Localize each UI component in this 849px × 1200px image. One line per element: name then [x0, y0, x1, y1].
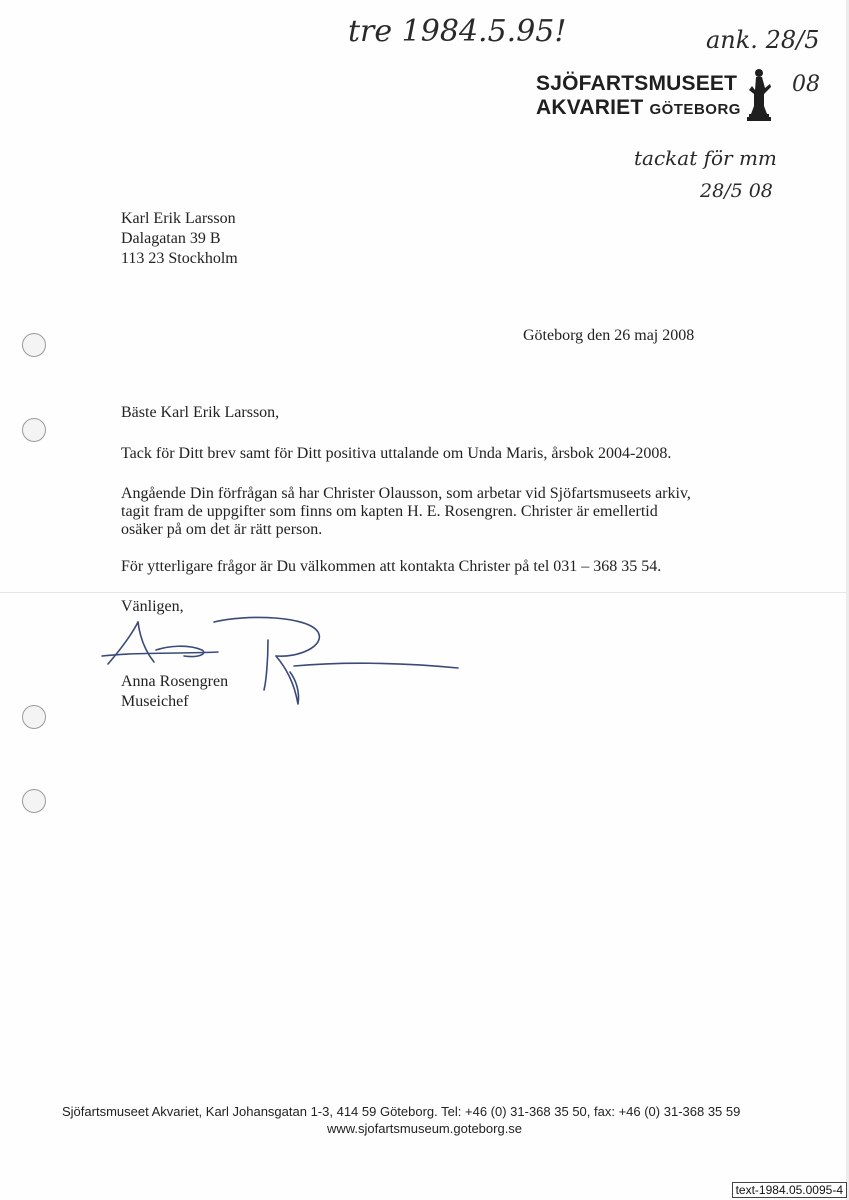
paragraph-1: Tack för Ditt brev samt för Ditt positiva uttalande om Unda Maris, årsbok 2004-2008.: [121, 445, 672, 462]
paragraph-2-line-3: osäker på om det är rätt person.: [121, 521, 323, 538]
signer-name: Anna Rosengren: [121, 673, 229, 690]
signer-title: Museichef: [121, 693, 189, 710]
handwritten-received-year: 08: [792, 72, 820, 97]
recipient-name: Karl Erik Larsson: [121, 210, 236, 227]
letterhead-line-2: [536, 96, 741, 120]
letterhead-akvariet: AKVARIET: [536, 96, 644, 119]
closing: Vänligen,: [121, 598, 184, 615]
punch-hole: [22, 333, 46, 357]
letterhead-line-1: SJÖFARTSMUSEET: [536, 72, 738, 95]
figurehead-statue-icon: [746, 66, 772, 122]
paragraph-2-line-2: tagit fram de uppgifter som finns om kapten H. E. Rosengren. Christer är emellertid: [121, 503, 658, 520]
recipient-street: Dalagatan 39 B: [121, 230, 221, 247]
handwritten-thanks-date: 28/5 08: [700, 180, 773, 202]
greeting: Bäste Karl Erik Larsson,: [121, 404, 280, 421]
recipient-postal: 113 23 Stockholm: [121, 250, 238, 267]
fold-line: [0, 592, 849, 593]
footer-website: www.sjofartsmuseum.goteborg.se: [326, 1121, 523, 1136]
date-line: Göteborg den 26 maj 2008: [523, 327, 695, 344]
archive-reference-label: text-1984.05.0095-4: [732, 1182, 847, 1198]
handwritten-accession-note: tre 1984.5.95!: [348, 14, 567, 49]
paragraph-3: För ytterligare frågor är Du välkommen att kontakta Christer på tel 031 – 368 35 54.: [121, 558, 662, 575]
handwritten-thanks-note: tackat för mm: [634, 146, 777, 170]
punch-hole: [22, 418, 46, 442]
handwritten-received-note: ank. 28/5: [706, 26, 820, 54]
punch-hole: [22, 789, 46, 813]
footer-address: Sjöfartsmuseet Akvariet, Karl Johansgatan 1-3, 414 59 Göteborg. Tel: +46 (0) 31-368 35 50, fax: +46 (0) 31-368 35 59: [62, 1104, 741, 1119]
punch-hole: [22, 705, 46, 729]
paragraph-2-line-1: Angående Din förfrågan så har Christer Olausson, som arbetar vid Sjöfartsmuseets arkiv,: [121, 485, 691, 502]
letterhead-city: GÖTEBORG: [649, 101, 741, 118]
